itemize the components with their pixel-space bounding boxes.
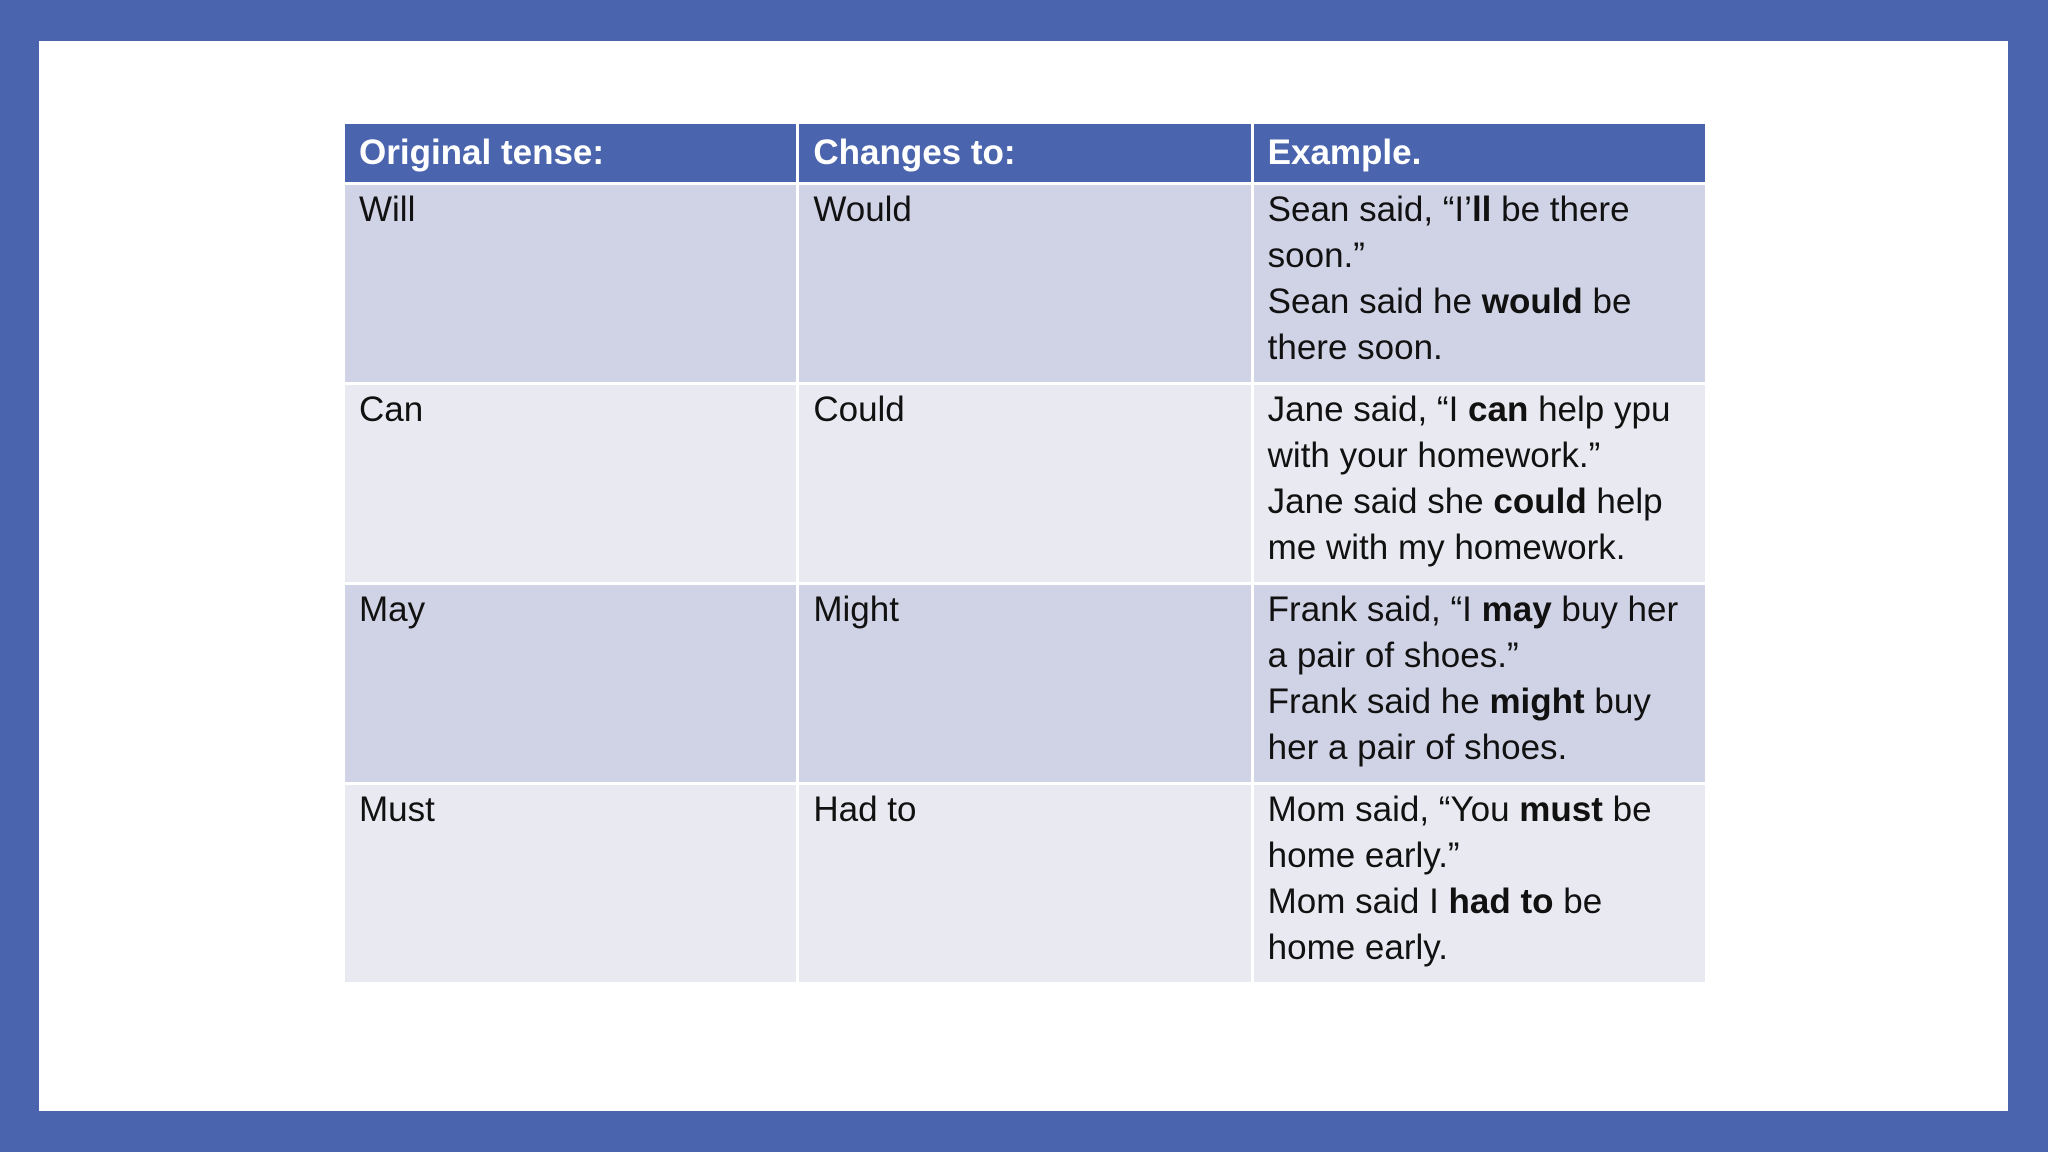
table-row <box>345 185 1705 382</box>
text: buy her a pair of shoes. <box>1267 682 1651 767</box>
text: Mom said I <box>1267 882 1449 921</box>
slide <box>39 41 2008 1111</box>
header-example: Example. <box>1254 124 1705 182</box>
cell-changes-to: Had to <box>799 785 1250 982</box>
cell-example <box>1254 585 1705 782</box>
text: help ypu with your homework.” <box>1267 390 1671 475</box>
bold-word: must <box>1519 790 1603 829</box>
example-quote <box>1268 387 1691 479</box>
text: Sean said, “I’ <box>1267 190 1472 229</box>
example-quote <box>1268 587 1691 679</box>
text: be home early. <box>1267 882 1603 967</box>
text: Frank said he <box>1267 682 1490 721</box>
bold-word: ll <box>1471 190 1492 229</box>
table-row <box>345 385 1705 582</box>
text: be there soon.” <box>1267 190 1630 275</box>
cell-changes-to: Would <box>799 185 1250 382</box>
bold-word: might <box>1489 682 1585 721</box>
cell-changes-to: Could <box>799 385 1250 582</box>
text: be home early.” <box>1267 790 1652 875</box>
text: Frank said, “I <box>1267 590 1482 629</box>
bold-word: could <box>1493 482 1587 521</box>
example-quote <box>1268 787 1691 879</box>
bold-word: can <box>1468 390 1529 429</box>
header-changes-to: Changes to: <box>799 124 1250 182</box>
example-reported <box>1268 679 1691 771</box>
cell-example <box>1254 185 1705 382</box>
table-row <box>345 785 1705 982</box>
text: Sean said he <box>1267 282 1482 321</box>
cell-original: Can <box>345 385 796 582</box>
table-header-row <box>345 124 1705 182</box>
text: Jane said, “I <box>1267 390 1469 429</box>
text: Mom said, “You <box>1267 790 1520 829</box>
example-quote <box>1268 187 1691 279</box>
tense-table <box>342 121 1708 985</box>
text: be there soon. <box>1267 282 1632 367</box>
cell-example <box>1254 785 1705 982</box>
cell-original: Must <box>345 785 796 982</box>
cell-original: May <box>345 585 796 782</box>
cell-original: Will <box>345 185 796 382</box>
example-reported <box>1268 479 1691 571</box>
text: buy her a pair of shoes.” <box>1267 590 1679 675</box>
cell-example <box>1254 385 1705 582</box>
header-original-tense: Original tense: <box>345 124 796 182</box>
example-reported <box>1268 879 1691 971</box>
cell-changes-to: Might <box>799 585 1250 782</box>
example-reported <box>1268 279 1691 371</box>
bold-word: may <box>1481 590 1552 629</box>
bold-word: would <box>1481 282 1583 321</box>
text: Jane said she <box>1267 482 1494 521</box>
table-row <box>345 585 1705 782</box>
bold-word: had to <box>1448 882 1554 921</box>
text: help me with my homework. <box>1267 482 1663 567</box>
